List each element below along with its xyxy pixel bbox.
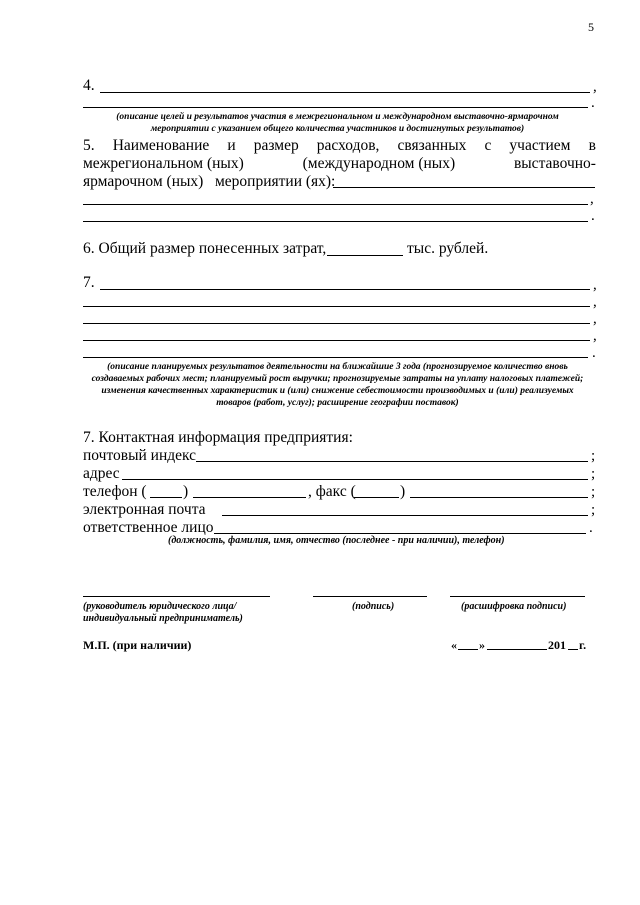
section-7-line-3[interactable]	[83, 323, 590, 324]
email-field[interactable]	[222, 515, 588, 516]
s5-word: участием	[509, 137, 571, 154]
section-5-row-1	[83, 137, 596, 155]
postal-label: почтовый индекс	[83, 447, 197, 464]
section-7-number: 7.	[83, 274, 95, 291]
section-7-line-4[interactable]	[83, 340, 590, 341]
section-5-line-2[interactable]	[83, 204, 588, 205]
section-4-note: (описание целей и результатов участия в межрегиональном и международном выставочно-ярмарочном мероприятии с указанием общего количества участников и достигнутых результатов)	[116, 112, 559, 134]
phone-label: телефон (	[83, 483, 147, 500]
s5-word: с	[484, 137, 492, 154]
head-signature-line[interactable]	[83, 596, 270, 597]
s5-word: в	[588, 137, 596, 154]
section-4-number: 4.	[83, 77, 95, 94]
s5-phrase: выставочно-	[513, 155, 596, 172]
section-7-line-2[interactable]	[83, 306, 590, 307]
address-label: адрес	[83, 465, 120, 482]
fax-code-field[interactable]	[354, 497, 399, 498]
decode-caption: (расшифровка подписи)	[461, 601, 567, 612]
section-5-line-3[interactable]	[83, 221, 588, 222]
date-month-field[interactable]	[487, 649, 547, 650]
phone-number-field[interactable]	[193, 497, 306, 498]
responsible-field[interactable]	[214, 533, 586, 534]
email-label: электронная почта	[83, 501, 206, 518]
fax-number-field[interactable]	[410, 497, 588, 498]
sign-caption: (подпись)	[352, 601, 395, 612]
semicolon: ;	[591, 466, 596, 482]
semicolon: ;	[591, 448, 596, 464]
phone-code-field[interactable]	[150, 497, 182, 498]
section-6-unit: тыс. рублей.	[407, 240, 489, 257]
date-day-field[interactable]	[458, 649, 478, 650]
period: .	[589, 520, 593, 536]
signature-line[interactable]	[313, 596, 427, 597]
responsible-label: ответственное лицо	[83, 519, 214, 536]
s5-word: расходов,	[316, 137, 380, 154]
s5-word: 5.	[83, 137, 95, 154]
address-field[interactable]	[122, 479, 588, 480]
semicolon: ;	[591, 484, 596, 500]
head-caption: (руководитель юридического лица/	[83, 601, 237, 612]
section-6-label: 6. Общий размер понесенных затрат,	[83, 240, 327, 257]
date-year-field[interactable]	[568, 649, 578, 650]
date-quote-close: »	[479, 638, 485, 652]
section-7-line-1[interactable]	[100, 289, 590, 290]
page-number: 5	[588, 20, 594, 34]
fax-paren: )	[400, 483, 406, 500]
s5-word: Наименование	[112, 137, 210, 154]
section-7-comma: ,	[593, 311, 597, 327]
section-6-amount-field[interactable]	[327, 255, 403, 256]
section-4-period: .	[591, 95, 595, 111]
section-7-comma: ,	[593, 277, 597, 293]
date-year-suffix: г.	[579, 638, 587, 652]
fax-label: , факс (	[308, 483, 356, 500]
decode-signature-line[interactable]	[450, 596, 585, 597]
section-4-comma: ,	[593, 79, 597, 95]
head-caption-2: индивидуальный предприниматель)	[83, 613, 243, 624]
contacts-title: 7. Контактная информация предприятия:	[83, 429, 353, 446]
section-7-period: .	[592, 345, 596, 361]
date-quote-open: «	[451, 638, 457, 652]
section-7-line-5[interactable]	[83, 357, 588, 358]
date-year-prefix: 201	[548, 638, 566, 652]
s5-word: размер	[253, 137, 299, 154]
semicolon: ;	[591, 502, 596, 518]
section-5-line-1[interactable]	[333, 187, 595, 188]
section-5-row-3: ярмарочном (ных) мероприятии (ях):	[83, 173, 336, 190]
section-4-line-1[interactable]	[100, 92, 590, 93]
section-7-note: (описание планируемых результатов деятельности на ближайшие 3 года (прогнозируемое количество вновь создаваемых рабочих мест; планируемый рост выручки; прогнозируемые затраты на уплату налоговых платежей; изменения качественных характеристик и (или) снижение себестоимости производимых и (или) реализуемых товаров (работ, услуг); расширение географии поставок)	[91, 362, 584, 408]
responsible-note: (должность, фамилия, имя, отчество (последнее - при наличии), телефон)	[168, 535, 505, 546]
phone-paren: )	[183, 483, 189, 500]
section-7-comma: ,	[593, 294, 597, 310]
section-5-row-2	[83, 155, 596, 173]
s5-phrase: (международном (ных)	[302, 155, 456, 172]
section-4-line-2[interactable]	[83, 107, 588, 108]
section-5-comma: ,	[590, 191, 594, 207]
postal-field[interactable]	[196, 461, 588, 462]
s5-word: связанных	[397, 137, 467, 154]
section-5-period: .	[591, 208, 595, 224]
stamp-label: М.П. (при наличии)	[83, 638, 192, 652]
s5-word: и	[227, 137, 236, 154]
s5-phrase: межрегиональном (ных)	[83, 155, 244, 172]
section-7-comma: ,	[593, 328, 597, 344]
